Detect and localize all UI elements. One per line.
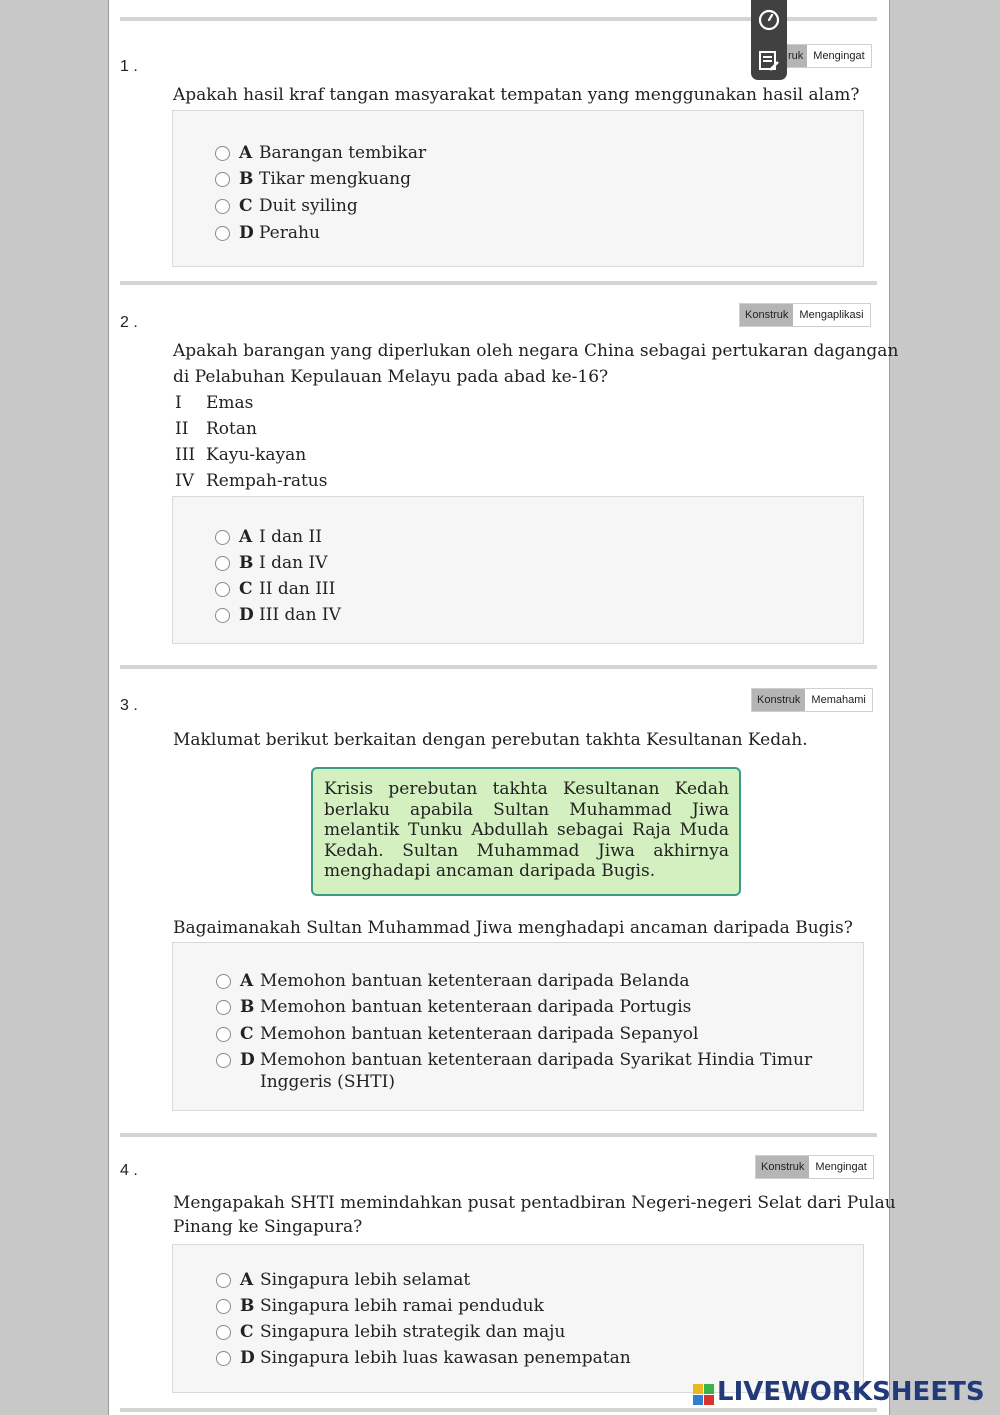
option-letter: B [239, 553, 254, 573]
option-letter: A [240, 1270, 254, 1290]
option-d[interactable] [215, 604, 341, 626]
statement-numeral: III [175, 445, 196, 465]
option-a[interactable] [216, 970, 690, 992]
question-text-line: Mengapakah SHTI memindahkan pusat pentadbiran Negeri-negeri Selat dari Pulau [173, 1193, 896, 1213]
question-text-line: di Pelabuhan Kepulauan Melayu pada abad ke-16? [173, 367, 609, 387]
option-text: Duit syiling [259, 196, 358, 216]
edit-notes-icon[interactable] [758, 50, 780, 72]
liveworksheets-logo-icon [693, 1382, 714, 1403]
option-letter: D [239, 605, 254, 625]
radio-button[interactable] [216, 1027, 231, 1042]
option-a[interactable] [216, 1269, 470, 1291]
statement-item [175, 392, 253, 414]
option-text: I dan II [259, 527, 322, 547]
option-letter: D [239, 223, 254, 243]
question-number: 4 . [120, 1162, 138, 1179]
radio-button[interactable] [216, 1299, 231, 1314]
tag-type: Konstruk [756, 1156, 809, 1178]
question-intro: Maklumat berikut berkaitan dengan perebutan takhta Kesultanan Kedah. [173, 730, 808, 750]
option-letter: C [240, 1322, 254, 1342]
option-d[interactable] [216, 1347, 631, 1369]
option-a[interactable] [215, 142, 426, 164]
option-letter: A [240, 971, 254, 991]
question-text-line: Apakah barangan yang diperlukan oleh negara China sebagai pertukaran dagangan [173, 341, 899, 361]
option-letter: C [239, 196, 253, 216]
statement-text: Rotan [206, 419, 257, 439]
tag-level: Mengaplikasi [793, 304, 869, 326]
radio-button[interactable] [215, 556, 230, 571]
radio-button[interactable] [216, 1325, 231, 1340]
statement-numeral: IV [175, 471, 194, 491]
option-letter: C [240, 1024, 254, 1044]
option-letter: A [239, 527, 253, 547]
question-number: 2 . [120, 314, 138, 331]
radio-button[interactable] [215, 530, 230, 545]
option-text: Singapura lebih luas kawasan penempatan [260, 1348, 631, 1368]
tag-type: Konstruk [740, 304, 793, 326]
radio-button[interactable] [216, 1000, 231, 1015]
tag-type: Konstruk [752, 689, 805, 711]
question-text-line: Pinang ke Singapura? [173, 1217, 363, 1237]
option-text: Perahu [259, 223, 320, 243]
radio-button[interactable] [216, 1053, 231, 1068]
radio-button[interactable] [215, 146, 230, 161]
option-text: II dan III [259, 579, 336, 599]
option-text: I dan IV [259, 553, 328, 573]
option-letter: B [240, 1296, 255, 1316]
option-c[interactable] [216, 1023, 698, 1045]
question-tag [739, 303, 871, 327]
radio-button[interactable] [215, 608, 230, 623]
option-text: Barangan tembikar [259, 143, 427, 163]
question-tag [755, 1155, 874, 1179]
question-tag [781, 44, 872, 68]
radio-button[interactable] [215, 172, 230, 187]
question-number: 1 . [120, 58, 138, 75]
option-text: Memohon bantuan ketenteraan daripada Syarikat Hindia Timur Inggeris (SHTI) [260, 1050, 813, 1092]
statement-text: Rempah-ratus [206, 471, 328, 491]
divider [120, 281, 877, 285]
option-text: Singapura lebih selamat [260, 1270, 471, 1290]
option-letter: D [240, 1050, 255, 1070]
tag-level: Mengingat [807, 45, 870, 67]
radio-button[interactable] [215, 582, 230, 597]
option-letter: D [240, 1348, 255, 1368]
tag-type: ruk [782, 45, 807, 67]
radio-button[interactable] [215, 199, 230, 214]
statement-text: Emas [206, 393, 254, 413]
option-d[interactable] [215, 222, 320, 244]
option-c[interactable] [215, 195, 358, 217]
tag-level: Memahami [805, 689, 871, 711]
question-number: 3 . [120, 697, 138, 714]
option-b[interactable] [215, 168, 411, 190]
question-text: Bagaimanakah Sultan Muhammad Jiwa menghadapi ancaman daripada Bugis? [173, 918, 853, 938]
statement-numeral: II [175, 419, 189, 439]
question-text: Apakah hasil kraf tangan masyarakat tempatan yang menggunakan hasil alam? [173, 85, 860, 105]
option-text: Memohon bantuan ketenteraan daripada Portugis [260, 997, 692, 1017]
option-text: Memohon bantuan ketenteraan daripada Belanda [260, 971, 690, 991]
option-text: III dan IV [259, 605, 341, 625]
option-a[interactable] [215, 526, 322, 548]
radio-button[interactable] [215, 226, 230, 241]
divider [120, 1133, 877, 1137]
divider [120, 665, 877, 669]
radio-button[interactable] [216, 1273, 231, 1288]
statement-item [175, 470, 327, 492]
option-text: Singapura lebih ramai penduduk [260, 1296, 544, 1316]
tool-stack [751, 0, 787, 80]
radio-button[interactable] [216, 1351, 231, 1366]
statement-numeral: I [175, 393, 182, 413]
option-c[interactable] [216, 1321, 565, 1343]
options-box [172, 1244, 864, 1393]
tag-level: Mengingat [809, 1156, 872, 1178]
option-b[interactable] [215, 552, 327, 574]
timer-icon[interactable] [758, 9, 780, 31]
option-d[interactable] [216, 1049, 816, 1093]
radio-button[interactable] [216, 974, 231, 989]
option-letter: B [240, 997, 255, 1017]
watermark-text: LIVEWORKSHEETS [717, 1377, 985, 1407]
option-text: Tikar mengkuang [259, 169, 411, 189]
statement-text: Kayu-kayan [206, 445, 307, 465]
option-letter: C [239, 579, 253, 599]
liveworksheets-watermark [693, 1374, 985, 1410]
statement-item [175, 444, 306, 466]
option-letter: A [239, 143, 253, 163]
question-tag [751, 688, 873, 712]
option-b[interactable] [216, 996, 691, 1018]
option-b[interactable] [216, 1295, 544, 1317]
option-letter: B [239, 169, 254, 189]
statement-item [175, 418, 257, 440]
option-text: Memohon bantuan ketenteraan daripada Sepanyol [260, 1024, 699, 1044]
option-c[interactable] [215, 578, 335, 600]
information-box: Krisis perebutan takhta Kesultanan Kedah berlaku apabila Sultan Muhammad Jiwa melantik Tunku Abdullah sebagai Raja Muda Kedah. Sultan Muhammad Jiwa akhirnya menghadapi ancaman daripada Bugis. [311, 767, 741, 896]
option-text: Singapura lebih strategik dan maju [260, 1322, 566, 1342]
